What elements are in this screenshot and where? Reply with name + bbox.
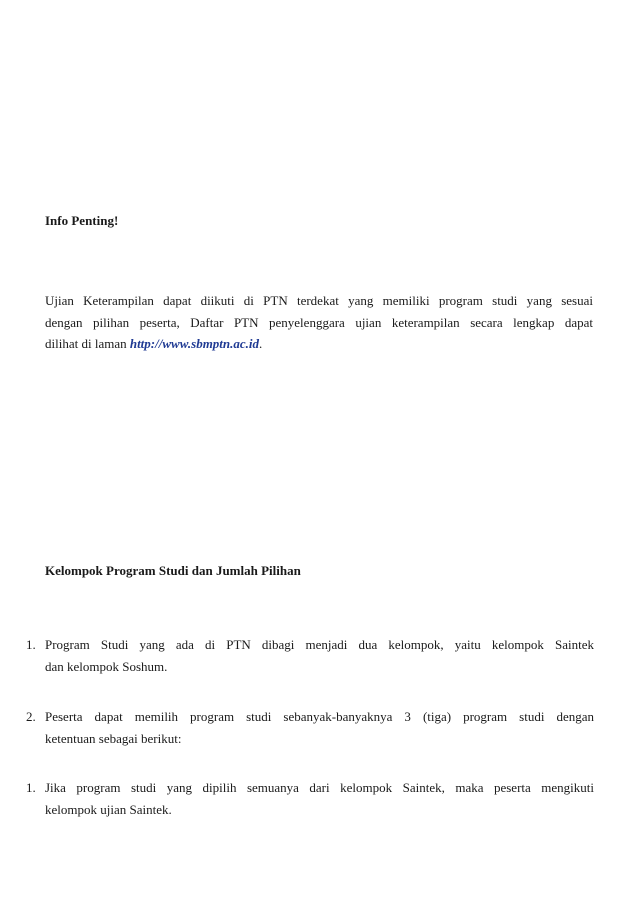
- list-item-line-1: Jika program studi yang dipilih semuanya dari kelompok Saintek, maka peserta mengikuti: [45, 780, 594, 795]
- list-item-line-2: dan kelompok Soshum.: [45, 658, 168, 674]
- list-item-number: 2.: [26, 709, 36, 724]
- list-item-number: 1.: [26, 780, 36, 795]
- info-line-3: [45, 333, 593, 355]
- list-item-line-1: Peserta dapat memilih program studi sebanyak-banyaknya 3 (tiga) program studi dengan: [45, 709, 594, 724]
- kelompok-program-studi-heading: Kelompok Program Studi dan Jumlah Pilihan: [45, 563, 301, 578]
- info-penting-heading: Info Penting!: [45, 213, 119, 228]
- list-item: [26, 634, 594, 677]
- info-line-3-suffix: .: [259, 336, 263, 351]
- list-item-number: 1.: [26, 637, 36, 652]
- info-line-2: dengan pilihan peserta, Daftar PTN penyelenggara ujian keterampilan secara lengkap dapat: [45, 314, 593, 330]
- info-line-3-prefix: dilihat di laman: [45, 336, 130, 351]
- list-item-line-2: ketentuan sebagai berikut:: [45, 730, 182, 746]
- list-item-line-2: kelompok ujian Saintek.: [45, 801, 172, 817]
- list-item: [26, 706, 594, 749]
- info-paragraph: [45, 290, 593, 355]
- list-item-line-1: Program Studi yang ada di PTN dibagi menjadi dua kelompok, yaitu kelompok Saintek: [45, 637, 594, 652]
- sbmptn-link[interactable]: http://www.sbmptn.ac.id: [129, 336, 260, 351]
- info-line-1: Ujian Keterampilan dapat diikuti di PTN terdekat yang memiliki program studi yang sesuai: [45, 293, 593, 308]
- list-item: [26, 777, 594, 820]
